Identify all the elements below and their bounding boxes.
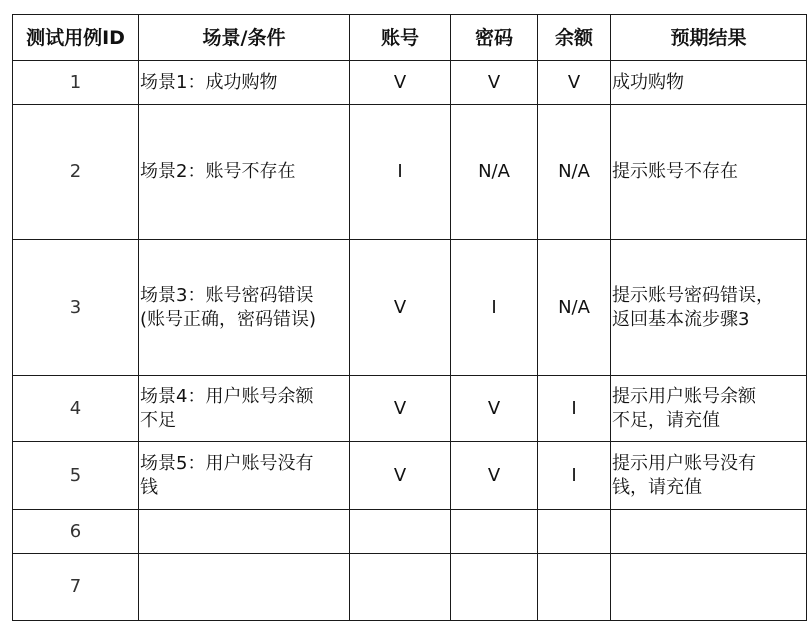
password-cell: V — [451, 442, 538, 510]
scenario-cell: 场景3：账号密码错误 (账号正确，密码错误) — [139, 240, 350, 376]
balance-cell: N/A — [538, 105, 611, 240]
expected-result-cell — [611, 554, 807, 621]
expected-result-cell — [611, 510, 807, 554]
table-row — [13, 61, 807, 105]
scenario-cell: 场景5：用户账号没有 钱 — [139, 442, 350, 510]
test-case-id: 3 — [13, 240, 139, 376]
test-case-table — [12, 14, 807, 621]
account-cell: V — [350, 376, 451, 442]
password-cell: V — [451, 61, 538, 105]
password-cell: V — [451, 376, 538, 442]
account-cell: V — [350, 61, 451, 105]
account-cell: V — [350, 442, 451, 510]
account-cell: I — [350, 105, 451, 240]
header-expected-result: 预期结果 — [611, 15, 807, 61]
expected-result-cell: 提示账号不存在 — [611, 105, 807, 240]
test-case-id: 5 — [13, 442, 139, 510]
table-row — [13, 376, 807, 442]
account-cell — [350, 554, 451, 621]
header-row — [13, 15, 807, 61]
table-row — [13, 554, 807, 621]
account-cell: V — [350, 240, 451, 376]
account-cell — [350, 510, 451, 554]
header-balance: 余额 — [538, 15, 611, 61]
balance-cell: N/A — [538, 240, 611, 376]
expected-result-cell: 成功购物 — [611, 61, 807, 105]
table-row — [13, 240, 807, 376]
balance-cell — [538, 510, 611, 554]
header-account: 账号 — [350, 15, 451, 61]
password-cell — [451, 554, 538, 621]
balance-cell: I — [538, 442, 611, 510]
test-case-id: 6 — [13, 510, 139, 554]
test-case-id: 7 — [13, 554, 139, 621]
password-cell: I — [451, 240, 538, 376]
table-row — [13, 510, 807, 554]
balance-cell: V — [538, 61, 611, 105]
test-case-id: 4 — [13, 376, 139, 442]
header-password: 密码 — [451, 15, 538, 61]
header-test-case-id: 测试用例ID — [13, 15, 139, 61]
balance-cell — [538, 554, 611, 621]
test-case-id: 1 — [13, 61, 139, 105]
scenario-cell: 场景4：用户账号余额 不足 — [139, 376, 350, 442]
header-scenario: 场景/条件 — [139, 15, 350, 61]
table-row — [13, 442, 807, 510]
scenario-cell — [139, 554, 350, 621]
expected-result-cell: 提示账号密码错误， 返回基本流步骤3 — [611, 240, 807, 376]
scenario-cell — [139, 510, 350, 554]
test-case-id: 2 — [13, 105, 139, 240]
scenario-cell: 场景2：账号不存在 — [139, 105, 350, 240]
password-cell: N/A — [451, 105, 538, 240]
balance-cell: I — [538, 376, 611, 442]
expected-result-cell: 提示用户账号没有 钱，请充值 — [611, 442, 807, 510]
expected-result-cell: 提示用户账号余额 不足，请充值 — [611, 376, 807, 442]
table-row — [13, 105, 807, 240]
scenario-cell: 场景1：成功购物 — [139, 61, 350, 105]
password-cell — [451, 510, 538, 554]
